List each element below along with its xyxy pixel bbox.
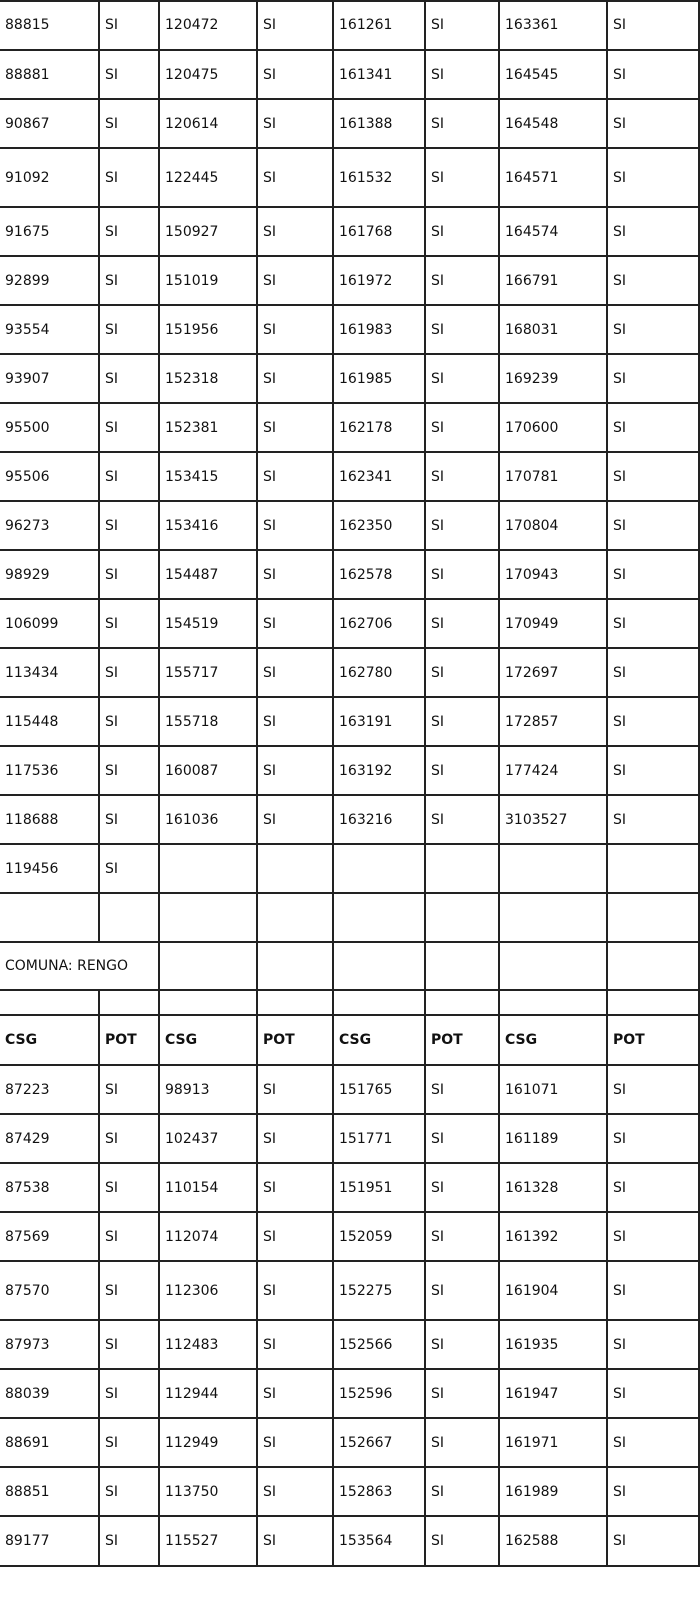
csg-cell: 161036 — [158, 795, 256, 844]
empty-cell — [332, 942, 424, 990]
pot-cell: SI — [256, 0, 332, 50]
pot-cell: SI — [606, 207, 700, 256]
pot-cell: SI — [424, 550, 498, 599]
pot-cell — [424, 844, 498, 893]
csg-cell — [158, 893, 256, 942]
pot-cell: SI — [256, 1212, 332, 1261]
pot-cell: SI — [98, 1065, 158, 1114]
csg-cell: 162578 — [332, 550, 424, 599]
pot-cell: SI — [98, 599, 158, 648]
csg-cell: 152059 — [332, 1212, 424, 1261]
csg-cell: 120475 — [158, 50, 256, 99]
pot-cell: SI — [256, 1320, 332, 1369]
csg-cell: 162341 — [332, 452, 424, 501]
pot-cell: SI — [606, 550, 700, 599]
csg-cell: 161388 — [332, 99, 424, 148]
csg-cell: 88691 — [5, 1434, 50, 1451]
pot-cell: SI — [424, 354, 498, 403]
csg-cell: 170781 — [498, 452, 606, 501]
pot-cell: SI — [98, 1261, 158, 1320]
csg-cell: 153415 — [158, 452, 256, 501]
pot-cell: SI — [424, 1516, 498, 1566]
csg-cell: 161904 — [498, 1261, 606, 1320]
csg-cell: 91092 — [5, 169, 50, 186]
pot-cell: SI — [606, 50, 700, 99]
pot-cell: SI — [606, 1163, 700, 1212]
pot-cell: SI — [606, 0, 700, 50]
csg-cell: 161328 — [498, 1163, 606, 1212]
pot-cell: SI — [256, 697, 332, 746]
csg-cell: 172697 — [498, 648, 606, 697]
csg-cell: 102437 — [158, 1114, 256, 1163]
pot-cell: SI — [256, 207, 332, 256]
csg-cell: 161532 — [332, 148, 424, 207]
csg-cell: 164545 — [498, 50, 606, 99]
pot-cell — [424, 893, 498, 942]
csg-cell: 162350 — [332, 501, 424, 550]
table-row — [0, 1114, 700, 1163]
csg-cell: 151951 — [332, 1163, 424, 1212]
pot-cell: SI — [256, 403, 332, 452]
csg-cell: 88881 — [5, 66, 50, 83]
pot-cell: SI — [98, 648, 158, 697]
pot-cell: SI — [606, 648, 700, 697]
table-row — [0, 0, 700, 50]
table-row — [0, 207, 700, 256]
table-row — [0, 648, 700, 697]
csg-cell: 150927 — [158, 207, 256, 256]
pot-cell: SI — [606, 305, 700, 354]
table-row — [0, 148, 700, 207]
empty-cell — [498, 942, 606, 990]
pot-cell: SI — [606, 599, 700, 648]
table-row — [0, 844, 700, 893]
csg-cell: 117536 — [5, 762, 59, 779]
csg-cell: 112074 — [158, 1212, 256, 1261]
csg-cell: 154487 — [158, 550, 256, 599]
pot-cell: SI — [98, 1114, 158, 1163]
pot-cell: SI — [98, 1320, 158, 1369]
pot-cell: SI — [424, 256, 498, 305]
csg-cell: 119456 — [5, 860, 59, 877]
pot-cell — [256, 844, 332, 893]
csg-cell: 161071 — [498, 1065, 606, 1114]
csg-cell: 151765 — [332, 1065, 424, 1114]
pot-cell: SI — [98, 1212, 158, 1261]
csg-cell: 88039 — [5, 1385, 50, 1402]
csg-cell: 161935 — [498, 1320, 606, 1369]
csg-cell: 161985 — [332, 354, 424, 403]
pot-cell: SI — [606, 1320, 700, 1369]
csg-cell: 87570 — [5, 1282, 50, 1299]
pot-cell: SI — [98, 50, 158, 99]
csg-cell: 163216 — [332, 795, 424, 844]
csg-cell: 168031 — [498, 305, 606, 354]
pot-cell: SI — [424, 648, 498, 697]
pot-cell: SI — [606, 746, 700, 795]
empty-cell — [256, 942, 332, 990]
table-row — [0, 1163, 700, 1212]
csg-cell: 151019 — [158, 256, 256, 305]
spacer-row — [0, 990, 700, 1015]
pot-cell: SI — [98, 305, 158, 354]
csg-cell: 155717 — [158, 648, 256, 697]
table-row — [0, 501, 700, 550]
pot-cell: SI — [98, 148, 158, 207]
pot-cell: SI — [424, 1261, 498, 1320]
pot-cell: SI — [256, 148, 332, 207]
empty-cell — [606, 942, 700, 990]
csg-cell — [158, 844, 256, 893]
pot-cell: SI — [256, 1261, 332, 1320]
pot-cell: SI — [98, 99, 158, 148]
csg-cell — [498, 844, 606, 893]
pot-cell: SI — [606, 501, 700, 550]
pot-cell: SI — [606, 1212, 700, 1261]
csg-cell: 161261 — [332, 0, 424, 50]
pot-cell: SI — [256, 50, 332, 99]
csg-header: CSG — [158, 1015, 256, 1065]
csg-cell: 152596 — [332, 1369, 424, 1418]
pot-cell: SI — [424, 746, 498, 795]
pot-cell: SI — [256, 256, 332, 305]
csg-cell: 87569 — [5, 1228, 50, 1245]
csg-header: CSG — [5, 1032, 38, 1048]
comuna-row — [0, 942, 700, 990]
csg-cell: 153416 — [158, 501, 256, 550]
csg-cell: 110154 — [158, 1163, 256, 1212]
csg-cell: 106099 — [5, 615, 59, 632]
pot-cell: SI — [98, 697, 158, 746]
csg-cell: 98913 — [158, 1065, 256, 1114]
pot-cell: SI — [606, 1114, 700, 1163]
csg-cell: 160087 — [158, 746, 256, 795]
empty-cell — [606, 990, 700, 1015]
pot-header: POT — [98, 1015, 158, 1065]
csg-cell: 164571 — [498, 148, 606, 207]
table-row — [0, 1418, 700, 1467]
csg-cell: 161189 — [498, 1114, 606, 1163]
csg-cell: 152863 — [332, 1467, 424, 1516]
pot-cell — [98, 893, 158, 942]
pot-cell: SI — [424, 99, 498, 148]
csg-cell: 162706 — [332, 599, 424, 648]
csg-cell — [498, 893, 606, 942]
csg-cell: 170804 — [498, 501, 606, 550]
csg-cell: 88851 — [5, 1483, 50, 1500]
pot-cell: SI — [606, 148, 700, 207]
csg-cell: 87973 — [5, 1336, 50, 1353]
table-row — [0, 795, 700, 844]
pot-cell: SI — [424, 599, 498, 648]
pot-header: POT — [256, 1015, 332, 1065]
pot-cell — [256, 893, 332, 942]
csg-cell: 163191 — [332, 697, 424, 746]
csg-cell: 170949 — [498, 599, 606, 648]
pot-cell: SI — [424, 1065, 498, 1114]
table-row — [0, 550, 700, 599]
csg-cell: 152667 — [332, 1418, 424, 1467]
empty-cell — [98, 990, 158, 1015]
pot-cell: SI — [424, 1467, 498, 1516]
table-row — [0, 1467, 700, 1516]
pot-cell: SI — [606, 1467, 700, 1516]
csg-cell: 89177 — [5, 1533, 50, 1549]
pot-cell: SI — [424, 1418, 498, 1467]
pot-cell: SI — [424, 403, 498, 452]
pot-cell — [606, 893, 700, 942]
csg-cell: 3103527 — [498, 795, 606, 844]
pot-cell: SI — [98, 746, 158, 795]
empty-cell — [256, 990, 332, 1015]
csg-header: CSG — [332, 1015, 424, 1065]
csg-cell: 113434 — [5, 664, 59, 681]
table-row — [0, 1369, 700, 1418]
table-row — [0, 354, 700, 403]
pot-cell: SI — [424, 697, 498, 746]
pot-cell: SI — [606, 354, 700, 403]
pot-cell: SI — [424, 207, 498, 256]
csg-cell: 162588 — [498, 1516, 606, 1566]
pot-cell: SI — [256, 1065, 332, 1114]
pot-cell: SI — [256, 599, 332, 648]
csg-cell: 93554 — [5, 321, 50, 338]
csg-cell: 152566 — [332, 1320, 424, 1369]
pot-cell: SI — [256, 99, 332, 148]
csg-cell: 87538 — [5, 1179, 50, 1196]
csg-cell: 152318 — [158, 354, 256, 403]
csg-cell: 92899 — [5, 272, 50, 289]
pot-cell: SI — [256, 501, 332, 550]
row-divider — [0, 1565, 700, 1567]
pot-cell: SI — [256, 550, 332, 599]
csg-cell: 163192 — [332, 746, 424, 795]
csg-cell: 122445 — [158, 148, 256, 207]
csg-cell: 161392 — [498, 1212, 606, 1261]
table-row — [0, 1065, 700, 1114]
pot-cell: SI — [256, 305, 332, 354]
csg-cell: 120614 — [158, 99, 256, 148]
csg-cell: 118688 — [5, 811, 59, 828]
pot-cell — [606, 844, 700, 893]
empty-cell — [424, 942, 498, 990]
pot-cell: SI — [424, 501, 498, 550]
pot-cell: SI — [606, 1369, 700, 1418]
pot-cell: SI — [606, 256, 700, 305]
table-row — [0, 305, 700, 354]
table-row — [0, 893, 700, 942]
pot-cell: SI — [256, 1369, 332, 1418]
pot-cell: SI — [606, 697, 700, 746]
pot-header: POT — [424, 1015, 498, 1065]
csg-cell: 95500 — [5, 419, 50, 436]
pot-cell: SI — [98, 207, 158, 256]
csg-cell — [332, 893, 424, 942]
empty-cell — [332, 990, 424, 1015]
pot-cell: SI — [98, 1163, 158, 1212]
csg-cell: 161972 — [332, 256, 424, 305]
empty-cell — [158, 990, 256, 1015]
pot-cell: SI — [98, 0, 158, 50]
table-row — [0, 452, 700, 501]
pot-cell: SI — [606, 99, 700, 148]
pot-cell: SI — [606, 403, 700, 452]
csg-cell: 87223 — [5, 1081, 50, 1098]
pot-cell: SI — [256, 795, 332, 844]
csg-cell: 153564 — [332, 1516, 424, 1566]
pot-cell: SI — [98, 1418, 158, 1467]
table-row — [0, 1516, 700, 1566]
table-row — [0, 746, 700, 795]
csg-cell: 170943 — [498, 550, 606, 599]
csg-cell: 151956 — [158, 305, 256, 354]
csg-cell: 93907 — [5, 370, 50, 387]
pot-cell: SI — [256, 1467, 332, 1516]
pot-cell: SI — [98, 1516, 158, 1566]
pot-cell: SI — [424, 452, 498, 501]
empty-cell — [158, 942, 256, 990]
csg-cell: 98929 — [5, 566, 50, 583]
csg-cell: 88815 — [5, 17, 50, 33]
pot-cell: SI — [606, 1418, 700, 1467]
pot-cell: SI — [424, 1163, 498, 1212]
csg-cell: 115448 — [5, 713, 59, 730]
csg-cell: 112944 — [158, 1369, 256, 1418]
pot-cell: SI — [98, 795, 158, 844]
csg-cell: 161971 — [498, 1418, 606, 1467]
csg-cell: 162780 — [332, 648, 424, 697]
pot-cell: SI — [98, 452, 158, 501]
pot-cell: SI — [98, 256, 158, 305]
pot-cell: SI — [256, 1516, 332, 1566]
table-row — [0, 403, 700, 452]
pot-cell: SI — [256, 452, 332, 501]
pot-cell: SI — [424, 1320, 498, 1369]
csg-cell: 166791 — [498, 256, 606, 305]
pot-cell: SI — [256, 1418, 332, 1467]
pot-cell: SI — [606, 452, 700, 501]
table-row — [0, 256, 700, 305]
table-row — [0, 599, 700, 648]
csg-cell: 112306 — [158, 1261, 256, 1320]
csg-cell: 162178 — [332, 403, 424, 452]
csg-cell: 96273 — [5, 517, 50, 534]
pot-cell: SI — [424, 305, 498, 354]
csg-cell: 91675 — [5, 223, 50, 240]
pot-cell: SI — [424, 148, 498, 207]
pot-header: POT — [606, 1015, 700, 1065]
pot-cell: SI — [606, 1516, 700, 1566]
table-row — [0, 50, 700, 99]
pot-cell: SI — [98, 354, 158, 403]
pot-cell: SI — [98, 501, 158, 550]
pot-cell: SI — [424, 50, 498, 99]
pot-cell: SI — [98, 1369, 158, 1418]
csg-cell: 161989 — [498, 1467, 606, 1516]
csg-cell: 87429 — [5, 1130, 50, 1147]
comuna-label: COMUNA: RENGO — [5, 958, 129, 974]
csg-cell: 120472 — [158, 0, 256, 50]
csg-cell: 164548 — [498, 99, 606, 148]
empty-cell — [424, 990, 498, 1015]
csg-cell: 152381 — [158, 403, 256, 452]
table-row — [0, 697, 700, 746]
csg-cell: 152275 — [332, 1261, 424, 1320]
csg-cell — [0, 893, 98, 942]
pot-cell: SI — [256, 1114, 332, 1163]
header-row — [0, 1015, 700, 1065]
csg-cell: 177424 — [498, 746, 606, 795]
table-row — [0, 1320, 700, 1369]
pot-cell: SI — [424, 1212, 498, 1261]
pot-cell: SI — [98, 844, 158, 893]
csg-header: CSG — [498, 1015, 606, 1065]
csg-cell: 161983 — [332, 305, 424, 354]
csg-cell: 90867 — [5, 115, 50, 132]
pot-cell: SI — [98, 550, 158, 599]
csg-cell: 154519 — [158, 599, 256, 648]
csg-cell: 161768 — [332, 207, 424, 256]
csg-cell: 161341 — [332, 50, 424, 99]
csg-cell: 164574 — [498, 207, 606, 256]
table-row — [0, 1261, 700, 1320]
csg-cell: 161947 — [498, 1369, 606, 1418]
csg-cell: 170600 — [498, 403, 606, 452]
csg-cell: 151771 — [332, 1114, 424, 1163]
empty-cell — [498, 990, 606, 1015]
csg-cell: 115527 — [158, 1516, 256, 1566]
csg-cell: 155718 — [158, 697, 256, 746]
table-row — [0, 1212, 700, 1261]
csg-cell: 172857 — [498, 697, 606, 746]
pot-cell: SI — [424, 1369, 498, 1418]
pot-cell: SI — [606, 1261, 700, 1320]
pot-cell: SI — [606, 795, 700, 844]
pot-cell: SI — [256, 746, 332, 795]
pot-cell: SI — [256, 1163, 332, 1212]
csg-cell: 113750 — [158, 1467, 256, 1516]
pot-cell: SI — [98, 403, 158, 452]
table-row — [0, 99, 700, 148]
pot-cell: SI — [606, 1065, 700, 1114]
csg-cell: 169239 — [498, 354, 606, 403]
pot-cell: SI — [98, 1467, 158, 1516]
pot-cell: SI — [256, 354, 332, 403]
csg-cell: 112483 — [158, 1320, 256, 1369]
pot-cell: SI — [424, 0, 498, 50]
csg-cell — [332, 844, 424, 893]
csg-cell: 112949 — [158, 1418, 256, 1467]
pot-cell: SI — [256, 648, 332, 697]
csg-cell: 95506 — [5, 468, 50, 485]
pot-cell: SI — [424, 795, 498, 844]
csg-cell: 163361 — [498, 0, 606, 50]
pot-cell: SI — [424, 1114, 498, 1163]
